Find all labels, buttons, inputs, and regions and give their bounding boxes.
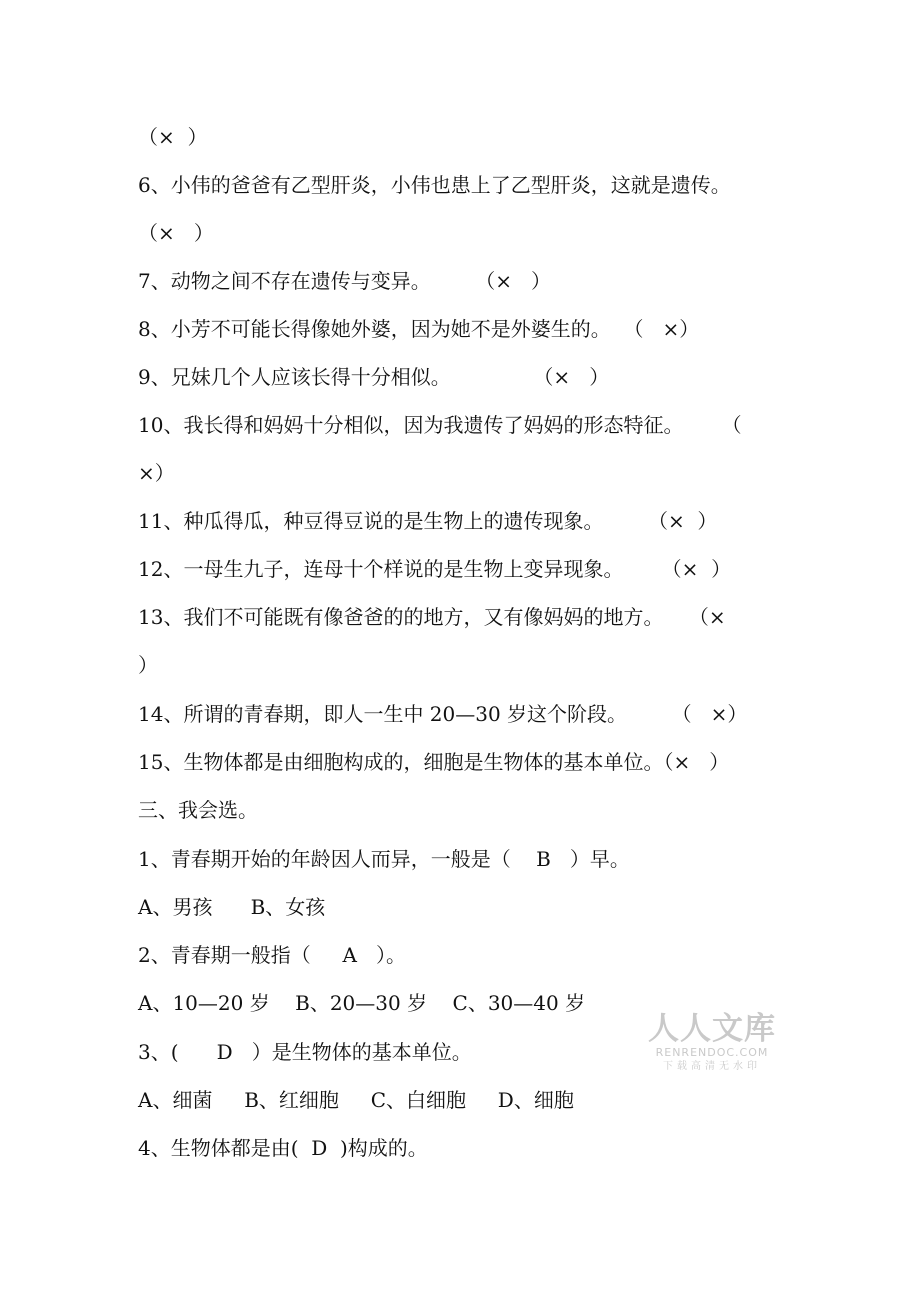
- question-11: 11、种瓜得瓜，种豆得豆说的是生物上的遗传现象。 （× ）: [138, 509, 718, 533]
- question-14: 14、所谓的青春期，即人一生中 20—30 岁这个阶段。 （ ×）: [138, 702, 748, 726]
- watermark-site: RENRENDOC.COM: [655, 1046, 769, 1059]
- watermark-logo: [648, 1012, 776, 1074]
- question-9: 9、兄妹几个人应该长得十分相似。 （× ）: [138, 365, 610, 389]
- answer-line: （× ）: [138, 221, 214, 245]
- watermark-title: 人人文库: [648, 1011, 776, 1047]
- choice-question-4: 4、生物体都是由( D )构成的。: [138, 1136, 428, 1160]
- question-12: 12、一母生九子，连母十个样说的是生物上变异现象。 （× ）: [138, 557, 732, 581]
- question-10: 10、我长得和妈妈十分相似，因为我遗传了妈妈的形态特征。 （: [138, 413, 742, 437]
- choice-question-3: 3、( D ）是生物体的基本单位。: [138, 1040, 472, 1064]
- choice-options: A、10—20 岁 B、20—30 岁 C、30—40 岁: [138, 991, 586, 1015]
- answer-line: ×）: [138, 461, 175, 485]
- question-6: 6、小伟的爸爸有乙型肝炎，小伟也患上了乙型肝炎，这就是遗传。: [138, 173, 731, 197]
- choice-options: A、细菌 B、红细胞 C、白细胞 D、细胞: [138, 1088, 574, 1112]
- answer-line: ）: [138, 653, 158, 677]
- section-heading: 三、我会选。: [138, 798, 258, 822]
- watermark-slogan: 下载高清无水印: [663, 1061, 761, 1072]
- question-8: 8、小芳不可能长得像她外婆，因为她不是外婆生的。 （ ×）: [138, 317, 700, 341]
- choice-question-1: 1、青春期开始的年龄因人而异，一般是（ B ）早。: [138, 847, 630, 871]
- question-13: 13、我们不可能既有像爸爸的的地方，又有像妈妈的地方。 （×: [138, 605, 726, 629]
- answer-line: （× ）: [138, 125, 208, 149]
- question-7: 7、动物之间不存在遗传与变异。 （× ）: [138, 269, 552, 293]
- choice-question-2: 2、青春期一般指（ A ）。: [138, 943, 407, 967]
- question-15: 15、生物体都是由细胞构成的，细胞是生物体的基本单位。（× ）: [138, 750, 730, 774]
- choice-options: A、男孩 B、女孩: [138, 895, 326, 919]
